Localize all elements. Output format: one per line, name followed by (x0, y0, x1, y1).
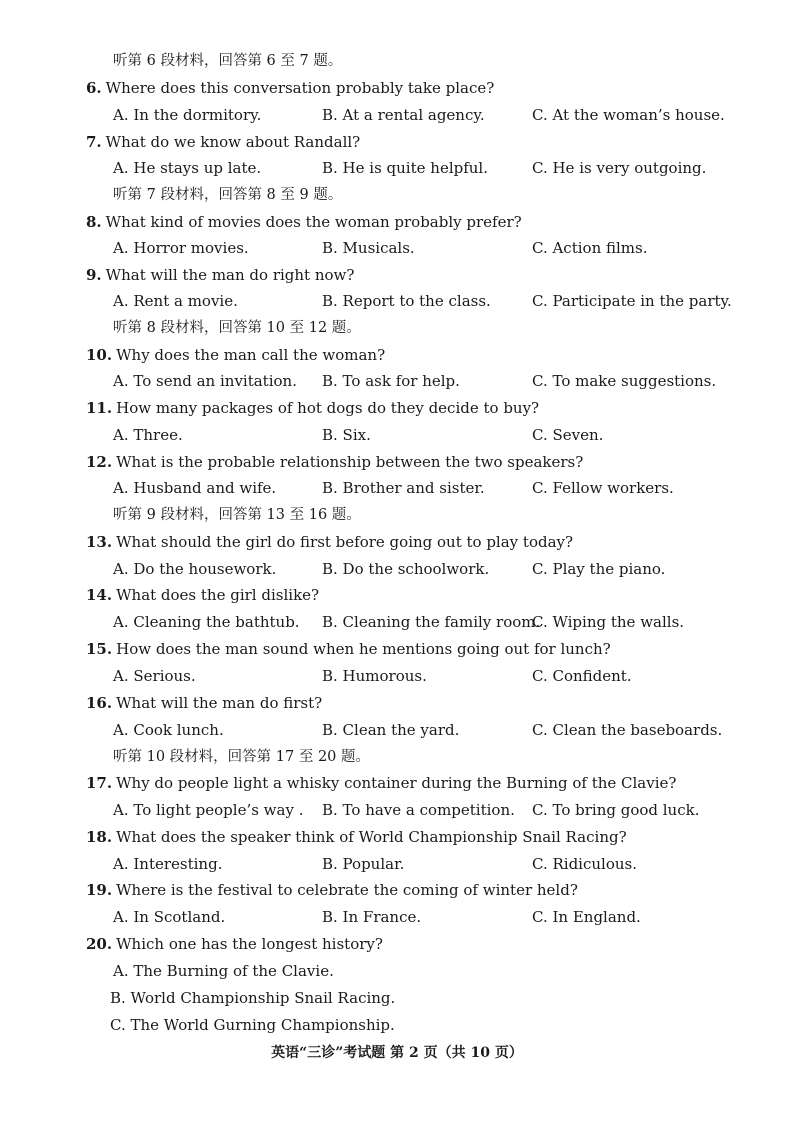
question-number: 12. (86, 453, 113, 471)
option-a: A. To light people’s way . (113, 801, 304, 819)
question-number: 10. (86, 346, 113, 364)
option-a: A. Horror movies. (113, 239, 249, 257)
option-c: C. Seven. (532, 426, 604, 444)
question-number: 20. (86, 935, 113, 953)
question-15 (86, 638, 611, 660)
question-text: What do we know about Randall? (105, 133, 361, 151)
option-c: C. Ridiculous. (532, 855, 637, 873)
question-9 (86, 264, 354, 286)
question-number: 8. (86, 213, 102, 231)
option-c: C. Play the piano. (532, 560, 666, 578)
question-number: 11. (86, 399, 113, 417)
option-a: A. Husband and wife. (113, 479, 277, 497)
option-b: B. To have a competition. (322, 801, 515, 819)
question-16 (86, 692, 322, 714)
option-c: C. To make suggestions. (532, 372, 717, 390)
option-b: B. He is quite helpful. (322, 159, 488, 177)
question-text: What will the man do right now? (105, 266, 355, 284)
question-14 (86, 584, 319, 606)
option-a: A. To send an invitation. (113, 372, 297, 390)
section-instruction-7: 听第 7 段材料，回答第 8 至 9 题。 (113, 187, 343, 203)
question-number: 17. (86, 774, 113, 792)
option-c: C. In England. (532, 908, 641, 926)
option-a: A. Interesting. (113, 855, 223, 873)
question-10 (86, 344, 385, 366)
option-c: C. The World Gurning Championship. (110, 1016, 395, 1034)
option-b: B. At a rental agency. (322, 106, 485, 124)
question-text: Where does this conversation probably take place? (105, 79, 495, 97)
option-b: B. Do the schoolwork. (322, 560, 490, 578)
option-b: B. Musicals. (322, 239, 415, 257)
option-b: B. Brother and sister. (322, 479, 485, 497)
question-text: Why do people light a whisky container during the Burning of the Clavie? (116, 774, 677, 792)
option-a: A. Rent a movie. (113, 292, 238, 310)
question-text: What does the girl dislike? (116, 586, 320, 604)
option-c: C. Wiping the walls. (532, 613, 685, 631)
option-c: C. At the woman’s house. (532, 106, 725, 124)
section-instruction-10: 听第 10 段材料，回答第 17 至 20 题。 (113, 749, 371, 765)
option-a: A. Serious. (113, 667, 196, 685)
question-number: 9. (86, 266, 102, 284)
section-instruction-9: 听第 9 段材料，回答第 13 至 16 题。 (113, 507, 361, 523)
section-instruction-8: 听第 8 段材料，回答第 10 至 12 题。 (113, 320, 361, 336)
question-6 (86, 77, 494, 99)
option-a: A. Cleaning the bathtub. (113, 613, 300, 631)
question-19 (86, 879, 578, 901)
option-b: B. Cleaning the family room. (322, 613, 541, 631)
question-text: What should the girl do first before going out to play today? (116, 533, 574, 551)
question-text: What does the speaker think of World Championship Snail Racing? (116, 828, 627, 846)
option-a: A. He stays up late. (113, 159, 262, 177)
question-number: 7. (86, 133, 102, 151)
option-a: A. In the dormitory. (113, 106, 262, 124)
option-b: B. In France. (322, 908, 422, 926)
question-18 (86, 826, 627, 848)
option-b: B. Popular. (322, 855, 405, 873)
option-c: C. Clean the baseboards. (532, 721, 723, 739)
option-b: B. Six. (322, 426, 371, 444)
option-a: A. In Scotland. (113, 908, 226, 926)
question-text: Why does the man call the woman? (116, 346, 386, 364)
option-b: B. Report to the class. (322, 292, 491, 310)
question-20 (86, 933, 383, 955)
option-a: A. Three. (113, 426, 183, 444)
option-c: C. Action films. (532, 239, 648, 257)
section-instruction-6: 听第 6 段材料，回答第 6 至 7 题。 (113, 53, 343, 69)
option-a: A. The Burning of the Clavie. (113, 962, 334, 980)
question-text: What is the probable relationship between the two speakers? (116, 453, 584, 471)
question-number: 18. (86, 828, 113, 846)
question-12 (86, 451, 583, 473)
question-number: 13. (86, 533, 113, 551)
question-text: Which one has the longest history? (116, 935, 383, 953)
question-text: What kind of movies does the woman probably prefer? (105, 213, 522, 231)
option-c: C. He is very outgoing. (532, 159, 707, 177)
option-b: B. To ask for help. (322, 372, 460, 390)
option-c: C. Fellow workers. (532, 479, 674, 497)
question-text: Where is the festival to celebrate the coming of winter held? (116, 881, 578, 899)
option-c: C. Participate in the party. (532, 292, 732, 310)
option-c: C. Confident. (532, 667, 632, 685)
question-17 (86, 772, 676, 794)
page-footer: 英语“三诊”考试题 第 2 页（共 10 页） (271, 1045, 523, 1061)
question-number: 19. (86, 881, 113, 899)
question-number: 15. (86, 640, 113, 658)
option-b: B. Clean the yard. (322, 721, 460, 739)
question-8 (86, 211, 522, 233)
option-a: A. Cook lunch. (113, 721, 224, 739)
option-c: C. To bring good luck. (532, 801, 700, 819)
question-13 (86, 531, 573, 553)
question-11 (86, 397, 539, 419)
question-text: How does the man sound when he mentions going out for lunch? (116, 640, 611, 658)
question-text: What will the man do first? (116, 694, 323, 712)
option-b: B. World Championship Snail Racing. (110, 989, 396, 1007)
question-number: 14. (86, 586, 113, 604)
question-number: 6. (86, 79, 102, 97)
option-b: B. Humorous. (322, 667, 427, 685)
question-number: 16. (86, 694, 113, 712)
question-text: How many packages of hot dogs do they decide to buy? (116, 399, 540, 417)
question-7 (86, 131, 360, 153)
option-a: A. Do the housework. (113, 560, 277, 578)
